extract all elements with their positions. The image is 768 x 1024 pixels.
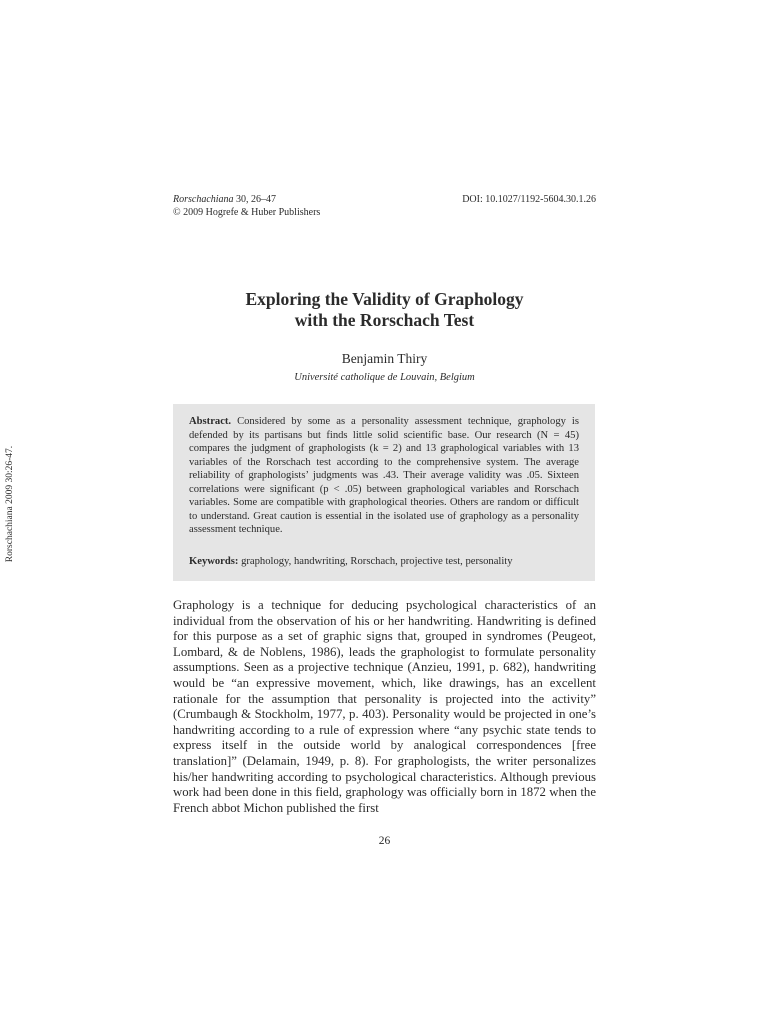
abstract bbox=[189, 415, 579, 537]
abstract-box bbox=[173, 404, 595, 581]
copyright: © 2009 Hogrefe & Huber Publishers bbox=[173, 206, 321, 218]
author-name: Benjamin Thiry bbox=[341, 351, 428, 366]
abstract-body: Considered by some as a personality assessment technique, graphology is defended by its partisans but finds little solid scientific base. Our research (N = 45) compares the judgment of graphologists (k = 2) and 13 graphological variables with 13 variables of the Rorschach test according to the comprehensive system. The average reliability of graphologists’ judgments was .43. Their average validity was .05. Sixteen correlations were significant (p < .05) between graphological variables and Rorschach variables. Some are compatible with graphological theories. Others are random or difficult to understand. Great caution is essential in the isolated use of graphology as a personality assessment technique. bbox=[189, 416, 579, 535]
title-line-1: Exploring the Validity of Graphology bbox=[245, 289, 524, 309]
keywords-list: graphology, handwriting, Rorschach, projective test, personality bbox=[238, 556, 513, 567]
title-line-2: with the Rorschach Test bbox=[294, 310, 475, 330]
side-citation: Rorschachiana 2009 30:26-47. bbox=[5, 445, 15, 563]
body-paragraph: Graphology is a technique for deducing psychological characteristics of an individual from the observation of his or her handwriting. Handwriting is defined for this purpose as a set of graphic signs that, grouped in syndromes (Peugeot, Lombard, & de Noblens, 1986), leads the graphologist to formulate personality assumptions. Seen as a projective technique (Anzieu, 1991, p. 682), handwriting would be “an expressive movement, which, like drawings, has an excellent rationale for the assumption that personality is projected into the activity” (Crumbaugh & Stockholm, 1977, p. 403). Personality would be projected in one’s handwriting according to a rule of expression where “any psychic state tends to express itself in the outside world by analogical correspondences [free translation]” (Delamain, 1949, p. 8). For graphologists, the writer personalizes his/her handwriting according to psychological characteristics. Although previous work had been done in this field, graphology was officially born in 1872 when the French abbot Michon published the first bbox=[173, 598, 596, 815]
abstract-label: Abstract. bbox=[189, 416, 232, 427]
journal-header bbox=[173, 194, 320, 219]
keywords-label: Keywords: bbox=[189, 556, 239, 567]
page-number: 26 bbox=[378, 835, 391, 847]
keywords bbox=[189, 556, 581, 567]
affiliation: Université catholique de Louvain, Belgium bbox=[294, 372, 475, 383]
paper-title bbox=[173, 289, 596, 331]
journal-name: Rorschachiana bbox=[173, 194, 234, 205]
volume-pages: 30, 26–47 bbox=[233, 194, 277, 205]
doi: DOI: 10.1027/1192-5604.30.1.26 bbox=[462, 194, 596, 205]
